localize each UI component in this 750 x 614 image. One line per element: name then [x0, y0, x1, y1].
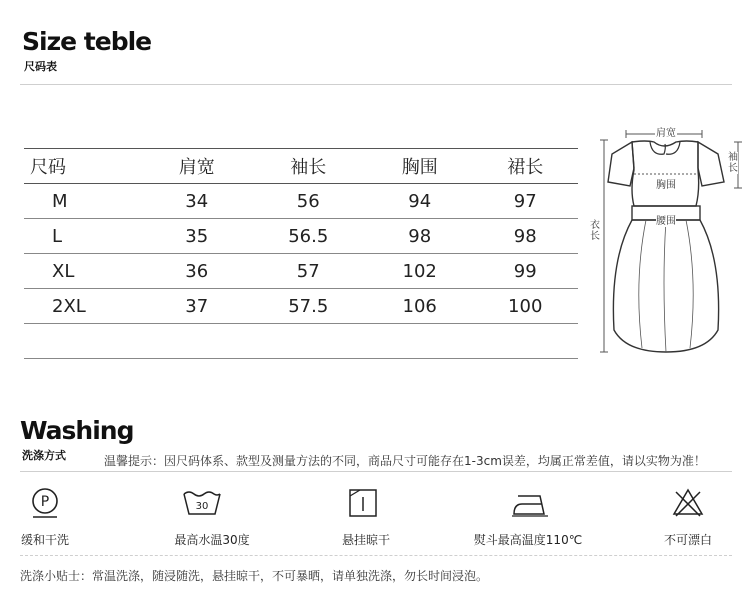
cell-size: M: [24, 184, 144, 219]
cell-length: 100: [472, 289, 578, 324]
cell-shoulder: 37: [144, 289, 250, 324]
washing-section-subtitle: 洗涤方式: [22, 449, 66, 462]
dashed-divider: [20, 555, 732, 556]
table-row-empty: [24, 324, 578, 359]
diagram-label-length: 衣长: [590, 220, 600, 242]
header-length: 裙长: [472, 149, 578, 184]
hang-dry-icon: [346, 486, 380, 520]
dry-clean-icon: [28, 486, 62, 520]
cell-chest: 94: [367, 184, 473, 219]
cell-shoulder: 36: [144, 254, 250, 289]
table-row: [24, 219, 578, 254]
size-notice: 温馨提示：因尺码体系、款型及测量方法的不同，商品尺寸可能存在1-3cm误差，均属正常差值，请以实物为准！: [104, 454, 706, 468]
header-chest: 胸围: [367, 149, 473, 184]
header-size: 尺码: [24, 149, 144, 184]
care-label-wash: 最高水温30度: [174, 533, 250, 547]
cell-size: XL: [24, 254, 144, 289]
section-divider: [20, 471, 732, 472]
care-label-no-bleach: 不可漂白: [663, 533, 712, 547]
cell-shoulder: 34: [144, 184, 250, 219]
section-divider: [20, 84, 732, 85]
header-shoulder: 肩宽: [144, 149, 250, 184]
wash-30-icon: [182, 488, 222, 518]
cell-chest: 106: [367, 289, 473, 324]
header-sleeve: 袖长: [250, 149, 367, 184]
size-table-header-row: [24, 149, 578, 184]
size-table: [24, 148, 578, 359]
dress-diagram: [586, 120, 746, 360]
cell-shoulder: 35: [144, 219, 250, 254]
size-section-subtitle: 尺码表: [24, 60, 57, 73]
care-label-hang-dry: 悬挂晾干: [341, 533, 390, 547]
cell-chest: 102: [367, 254, 473, 289]
washing-section-title: Washing: [20, 416, 134, 445]
cell-sleeve: 57: [250, 254, 367, 289]
cell-sleeve: 56.5: [250, 219, 367, 254]
size-section-title: Size teble: [22, 27, 152, 56]
no-bleach-icon: [672, 488, 704, 518]
diagram-label-sleeve: 袖长: [728, 152, 738, 174]
cell-length: 99: [472, 254, 578, 289]
diagram-label-waist: 腰围: [656, 212, 676, 227]
cell-chest: 98: [367, 219, 473, 254]
iron-icon: [510, 490, 550, 518]
cell-sleeve: 57.5: [250, 289, 367, 324]
cell-sleeve: 56: [250, 184, 367, 219]
washing-tips: 洗涤小贴士：常温洗涤，随浸随洗，悬挂晾干，不可暴晒，请单独洗涤，勿长时间浸泡。: [20, 569, 489, 583]
cell-length: 97: [472, 184, 578, 219]
diagram-label-shoulder: 肩宽: [655, 124, 677, 139]
cell-size: L: [24, 219, 144, 254]
table-row: [24, 184, 578, 219]
table-row: [24, 289, 578, 324]
wash-temp-mark: 30: [195, 501, 209, 512]
cell-length: 98: [472, 219, 578, 254]
diagram-label-chest: 胸围: [656, 176, 676, 191]
care-label-dry-clean: 缓和干洗: [20, 533, 69, 547]
care-label-iron: 熨斗最高温度110℃: [473, 533, 583, 547]
cell-size: 2XL: [24, 289, 144, 324]
table-row: [24, 254, 578, 289]
dry-clean-mark: P: [40, 494, 50, 510]
